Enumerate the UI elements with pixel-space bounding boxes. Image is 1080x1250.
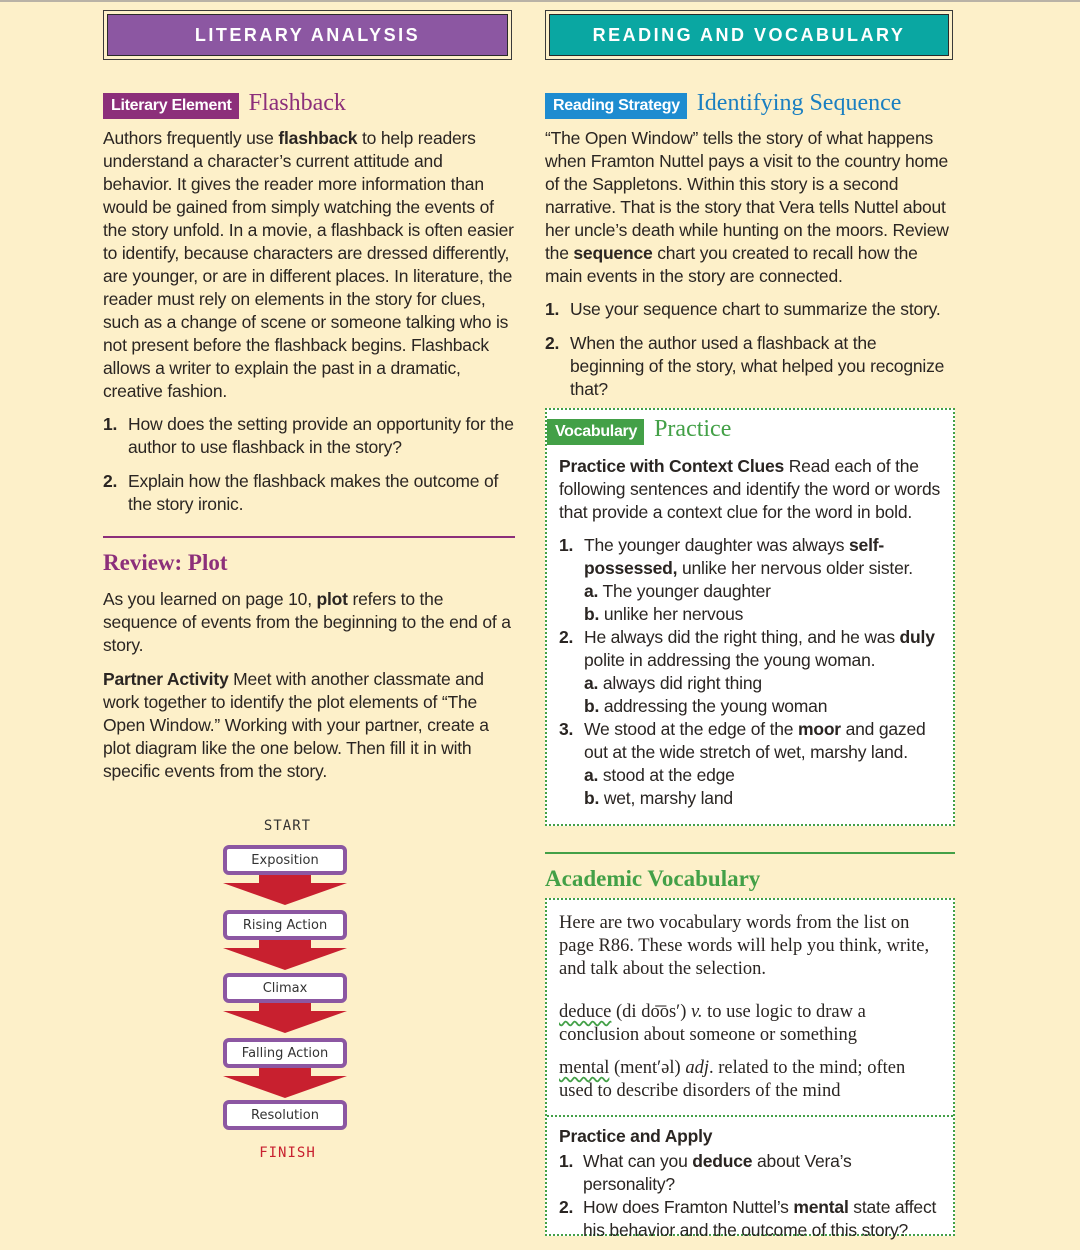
plot-stage-rising-action: Rising Action [223,910,347,940]
plot-arrow-stem [259,875,311,883]
partner-activity-paragraph: Partner Activity Meet with another classmate and work together to identify the plot elements of “The Open Window.” Working with your partner, create a plot diagram like the one below. Then fill it in with specific events from the story. [103,669,489,781]
list-item: 2. When the author used a flashback at the beginning of the story, what helped you recognize that? [545,333,945,399]
literary-element-title: Flashback [248,90,346,116]
left-column [103,90,515,783]
plot-stage-falling-action: Falling Action [223,1038,347,1068]
flashback-paragraph: Authors frequently use flashback to help readers understand a character’s current attitude and behavior. It gives the reader more information than would be gained from simply watching the events of the story unfold. In a movie, a flashback is often easier to identify, because characters are dressed differently, are younger, or are in different places. In literature, the reader must rely on elements in the story for clues, such as a change of scene or someone talking who is not present before the flashback begins. Flashback allows a writer to explain the past in a dramatic, creative fashion. [103,128,514,401]
list-item: 1. How does the setting provide an opportunity for the author to use flashback in the story? [103,414,514,457]
vocabulary-practice-title: Practice [654,416,732,442]
practice-apply-title: Practice and Apply [559,1126,713,1146]
down-arrow-icon [223,1076,347,1098]
plot-finish-label: FINISH [259,1145,316,1161]
list-item: 1. The younger daughter was always self-possessed, unlike her nervous older sister. a. The younger daughter b. unlike her nervous [559,534,941,626]
context-clue-sentences [559,534,941,810]
right-column [545,90,955,1240]
academic-intro: Here are two vocabulary words from the list on page R86. These words will help you think, write, and talk about the selection. [559,913,930,979]
list-item: 3. We stood at the edge of the moor and gazed out at the wide stretch of wet, marshy land. a. stood at the edge b. wet, marshy land [559,718,941,810]
vocab-entry-mental: mental (ment′əl) adj. related to the mind; often used to describe disorders of the mind [559,1058,906,1101]
plot-stage-resolution: Resolution [223,1100,347,1130]
plot-arrow-stem [259,940,311,948]
sequence-paragraph: “The Open Window” tells the story of what happens when Framton Nuttel pays a visit to the country home of the Sappletons. Within this story is a second narrative. That is the story that Vera tells Nuttel about her uncle’s death while hunting on the moors. Review the sequence chart you created to recall how the main events in the story are connected. [545,128,949,286]
literary-element-tag: Literary Element [103,93,239,119]
academic-vocabulary-section [545,852,955,904]
divider [103,536,515,538]
reading-vocabulary-header [545,10,953,60]
literary-analysis-header [103,10,512,60]
review-plot-paragraph: As you learned on page 10, plot refers to the sequence of events from the beginning to the end of a story. [103,589,511,655]
academic-vocabulary-title: Academic Vocabulary [545,866,761,891]
review-plot-title: Review: Plot [103,550,228,575]
reading-vocabulary-label: READING AND VOCABULARY [549,14,949,56]
vocabulary-tag: Vocabulary [547,419,644,445]
list-item: 2. He always did the right thing, and he was duly polite in addressing the young woman. a. always did right thing b. addressing the young woman [559,626,941,718]
down-arrow-icon [223,1011,347,1033]
practice-apply-questions [559,1150,941,1242]
literary-analysis-label: LITERARY ANALYSIS [107,14,508,56]
answer-option: a. always did right thing [584,673,762,693]
vocab-entry-deduce: deduce (di do͞os′) v. to use logic to draw a conclusion about someone or something [559,1002,866,1045]
answer-option: b. unlike her nervous [584,604,744,624]
plot-stage-climax: Climax [223,973,347,1003]
answer-option: b. wet, marshy land [584,788,733,808]
down-arrow-icon [223,883,347,905]
literary-element-heading [103,90,515,119]
reading-strategy-title: Identifying Sequence [696,90,902,116]
answer-option: a. stood at the edge [584,765,735,785]
list-item: 1. Use your sequence chart to summarize the story. [545,299,941,319]
academic-vocabulary-box [545,898,955,1240]
vocabulary-practice-box [545,408,955,826]
flashback-questions [103,413,515,516]
list-item: 2. How does Framton Nuttel’s mental state affect his behavior and the outcome of this story? [559,1197,937,1240]
sequence-questions [545,298,955,401]
plot-arrow-stem [259,1068,311,1076]
vocabulary-practice-heading [555,416,941,445]
divider [545,852,955,854]
plot-start-label: START [263,818,312,834]
plot-arrow-stem [259,1003,311,1011]
divider [547,1115,953,1117]
answer-option: b. addressing the young woman [584,696,828,716]
reading-strategy-heading [545,90,955,119]
reading-strategy-tag: Reading Strategy [545,93,687,119]
plot-stage-exposition: Exposition [223,845,347,875]
down-arrow-icon [223,948,347,970]
plot-diagram [215,815,365,1175]
list-item: 1. What can you deduce about Vera’s personality? [559,1151,852,1194]
list-item: 2. Explain how the flashback makes the outcome of the story ironic. [103,471,499,514]
top-rule [0,0,1080,2]
context-clues-intro: Practice with Context Clues Read each of the following sentences and identify the word or words that provide a context clue for the word in bold. [559,456,941,522]
answer-option: a. The younger daughter [584,581,771,601]
